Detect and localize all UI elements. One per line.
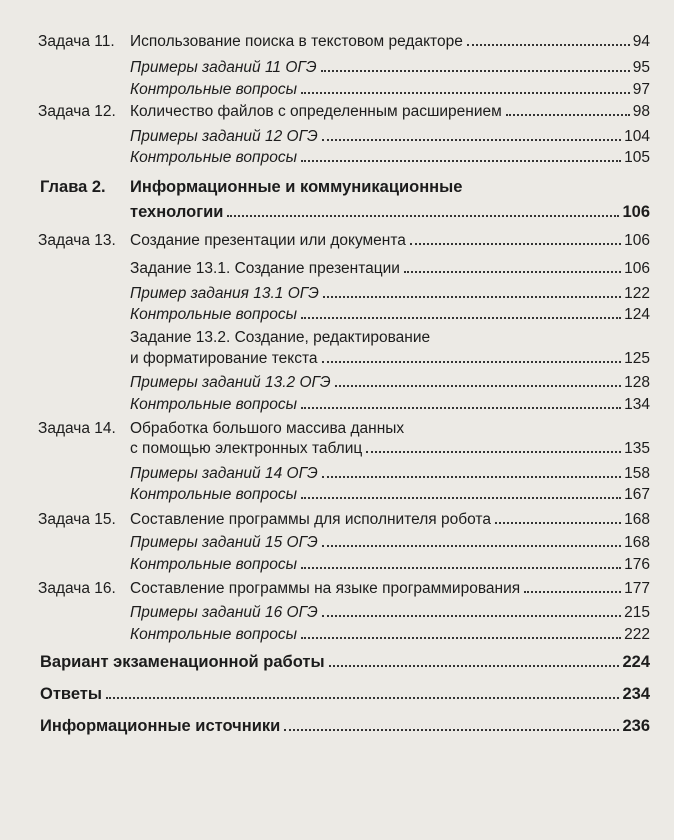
entry-title: Создание презентации или документа [130,232,406,249]
page-number: 234 [622,685,650,703]
leader-dots [506,113,630,116]
entry-title-line2: и форматирование текста [130,350,318,367]
page-number: 128 [624,374,650,391]
entry-title: Вариант экзаменационной работы [40,653,325,671]
page-number: 105 [624,149,650,166]
entry-title: Количество файлов с определенным расширением [130,103,502,120]
leader-dots [301,406,621,409]
leader-dots [284,728,619,731]
task-label: Задача 11. [38,33,115,50]
entry-title: Примеры заданий 16 ОГЭ [130,604,318,621]
leader-dots [467,43,630,46]
entry-title: Примеры заданий 14 ОГЭ [130,465,318,482]
entry-title-line2: технологии [130,203,224,221]
entry-title: Составление программы для исполнителя робота [130,511,491,528]
leader-dots [410,242,621,245]
leader-dots [301,496,621,499]
page-number: 124 [624,306,650,323]
entry-title: Контрольные вопросы [130,486,297,503]
entry-title-line1: Информационные и коммуникационные [130,178,463,196]
entry-title: Примеры заданий 11 ОГЭ [130,59,317,76]
entry-title-line1: Задание 13.2. Создание, редактирование [130,329,431,346]
page-number: 158 [624,465,650,482]
entry-title: Контрольные вопросы [130,149,297,166]
leader-dots [301,566,621,569]
leader-dots [322,138,621,141]
entry-title: Примеры заданий 15 ОГЭ [130,534,318,551]
entry-title: Контрольные вопросы [130,626,297,643]
leader-dots [335,384,621,387]
entry-title: Примеры заданий 12 ОГЭ [130,128,318,145]
page-number: 95 [632,59,650,76]
page-number: 134 [624,396,650,413]
task-label: Задача 13. [38,232,116,249]
page-number: 135 [624,440,650,457]
chapter-label: Глава 2. [40,178,106,196]
page-number: 104 [624,128,650,145]
page-number: 222 [624,626,650,643]
entry-title: Контрольные вопросы [130,81,297,98]
page-number: 125 [624,350,650,367]
entry-title: Задание 13.1. Создание презентации [130,260,400,277]
page-number: 177 [624,580,650,597]
page-number: 215 [624,604,650,621]
page-number: 224 [622,653,650,671]
leader-dots [301,91,630,94]
entry-title: Пример задания 13.1 ОГЭ [130,285,319,302]
page-number: 106 [624,260,650,277]
leader-dots [495,521,621,524]
leader-dots [323,295,621,298]
leader-dots [321,69,630,72]
page-number: 106 [624,232,650,249]
entry-title: Контрольные вопросы [130,556,297,573]
task-label: Задача 12. [38,103,116,120]
page-number: 122 [624,285,650,302]
page-number: 97 [632,81,650,98]
entry-title: Ответы [40,685,102,703]
entry-title-line1: Обработка большого массива данных [130,420,405,437]
leader-dots [227,214,619,217]
entry-title: Примеры заданий 13.2 ОГЭ [130,374,331,391]
leader-dots [301,636,621,639]
page-number: 168 [624,511,650,528]
page-number: 98 [632,103,650,120]
task-label: Задача 14. [38,420,116,437]
entry-title: Составление программы на языке программирования [130,580,521,597]
page-number: 168 [624,534,650,551]
page-number: 106 [622,203,650,221]
entry-title: Контрольные вопросы [130,306,297,323]
leader-dots [301,316,621,319]
leader-dots [322,544,621,547]
page-number: 167 [624,486,650,503]
task-label: Задача 16. [38,580,116,597]
leader-dots [329,664,620,667]
leader-dots [404,270,621,273]
entry-title: Контрольные вопросы [130,396,297,413]
entry-title: Информационные источники [40,717,281,735]
leader-dots [322,360,622,363]
entry-title: Использование поиска в текстовом редакторе [130,33,463,50]
entry-title-line2: с помощью электронных таблиц [130,440,363,457]
page-number: 236 [622,717,650,735]
page-number: 176 [624,556,650,573]
leader-dots [106,696,619,699]
leader-dots [322,475,621,478]
leader-dots [301,159,621,162]
leader-dots [366,450,621,453]
leader-dots [524,590,621,593]
task-label: Задача 15. [38,511,116,528]
page-number: 94 [632,33,650,50]
leader-dots [322,614,621,617]
